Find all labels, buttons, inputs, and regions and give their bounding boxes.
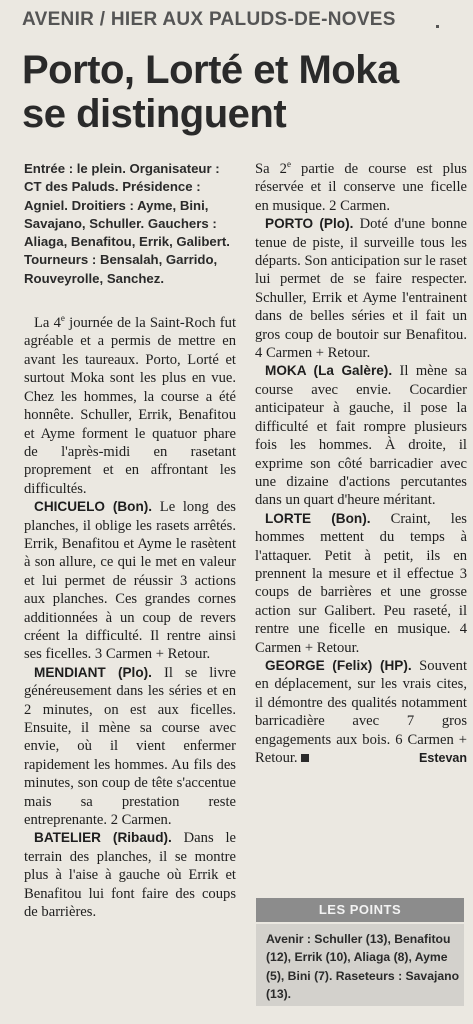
paragraph-moka	[255, 362, 467, 509]
article-column-left	[24, 160, 236, 921]
headline-line-1: Porto, Lorté et Moka	[22, 48, 399, 92]
continued-a: Sa 2	[255, 161, 287, 177]
ordinal-suffix: e	[60, 313, 65, 324]
chicuelo-text: Le long des planches, il oblige les rasets arrêtés. Errik, Benafitou et Ayme le rasètent à son allure, ce qui le met en valeur et lui permet de réussir 3 actions aux planches. Ces grandes cornes additionnées à un coup de revers créent la difficulté. Il rentre ainsi ses ficelles. 3 Carmen + Retour.	[24, 499, 236, 663]
paragraph-opening-a: La 4	[34, 315, 61, 332]
points-box-title: LES POINTS	[256, 898, 464, 922]
points-box-text: Avenir : Schuller (13), Benafitou (12), Errik (10), Aliaga (8), Ayme (5), Bini (7). Raseteurs : Savajano (13).	[266, 932, 460, 1002]
paragraph-lorte	[255, 510, 467, 657]
bull-name-porto: PORTO (Plo).	[265, 216, 354, 232]
paragraph-opening	[24, 314, 236, 498]
george-text: Souvent en déplacement, sur les vrais cites, il démontre des qualités notamment barricadière avec 7 gros engagements aux bois. 6 Carmen + Retour.	[255, 657, 467, 766]
end-square-icon	[301, 754, 309, 762]
bull-name-george: GEORGE (Felix) (HP).	[265, 657, 412, 673]
intro-summary: Entrée : le plein. Organisateur : CT des Paluds. Présidence : Agniel. Droitiers : Ayme, Bini, Savajano, Schuller. Gauchers : Aliaga, Benafitou, Errik, Galibert. Tourneurs : Bensalah, Garrido, Rouveyrolle, Sanchez.	[24, 161, 230, 286]
paragraph-chicuelo	[24, 498, 236, 664]
headline	[22, 48, 462, 136]
mendiant-text: Il se livre généreusement dans les séries et en 2 minutes, on est aux ficelles. Ensuite, il mène sa course avec envie, où il vient enfermer rapidement les hommes. Au fils des minutes, son coup de tête s'accentue mais sa prestation reste entreprenante. 2 Carmen.	[24, 664, 236, 829]
rubric-dot	[436, 25, 439, 28]
paragraph-batelier-continued	[255, 160, 467, 215]
batelier-text: Dans le terrain des planches, il se montre plus à l'aise à gauche où Errik et Benafitou lui font faire des coups de barrières.	[24, 830, 236, 921]
headline-line-2: se distinguent	[22, 92, 287, 136]
ordinal-suffix-2: e	[286, 159, 291, 170]
moka-text: Il mène sa course avec envie. Cocardier anticipateur à gauche, il pose la difficulté et fait rompre plusieurs fois les hommes. À droite, il exprime son côté barricadier avec une dizaine d'actions percutantes dans un quart d'heure méritant.	[255, 363, 467, 509]
bull-name-batelier: BATELIER (Ribaud).	[34, 830, 172, 846]
paragraph-porto	[255, 215, 467, 362]
paragraph-opening-b: journée de la Saint-Roch fut agréable et a permis de mettre en avant les taureaux. Porto, Lorté et surtout Moka sont les plus en vue. Chez les hommes, la course a été honnête. Schuller, Errik, Benafitou et Ayme forment le quatuor phare de l'après-midi en rasetant proprement et en affrontant les difficultés.	[24, 315, 236, 497]
paragraph-george	[255, 657, 467, 767]
author-signature: Estevan	[419, 751, 467, 765]
continued-b: partie de course est plus réservée et il conserve une ficelle en musique. 2 Carmen.	[255, 161, 467, 214]
paragraph-batelier	[24, 829, 236, 921]
lorte-text: Craint, les hommes mettent du temps à l'attaquer. Petit à petit, ils en prennent la mesure et il effectue 3 coups de barrières et une grosse action sur Galibert. Peu raseté, il rentre une ficelle en musique. 4 Carmen + Retour.	[255, 510, 467, 656]
paragraph-mendiant	[24, 664, 236, 830]
points-box	[256, 924, 464, 1006]
bull-name-lorte: LORTE (Bon).	[265, 510, 371, 526]
porto-text: Doté d'une bonne tenue de piste, il surveille tous les départs. Son anticipation sur le raset lui permet de se faire respecter. Schuller, Errik et Ayme l'entrainent dans de belles séries et il fait un gros coup de boutoir sur Benafitou. 4 Carmen + Retour.	[255, 216, 467, 362]
bull-name-chicuelo: CHICUELO (Bon).	[34, 499, 153, 515]
bull-name-mendiant: MENDIANT (Plo).	[34, 664, 152, 680]
bull-name-moka: MOKA (La Galère).	[265, 363, 393, 379]
section-rubric: AVENIR / HIER AUX PALUDS-DE-NOVES	[22, 9, 396, 30]
article-column-right	[255, 160, 467, 767]
